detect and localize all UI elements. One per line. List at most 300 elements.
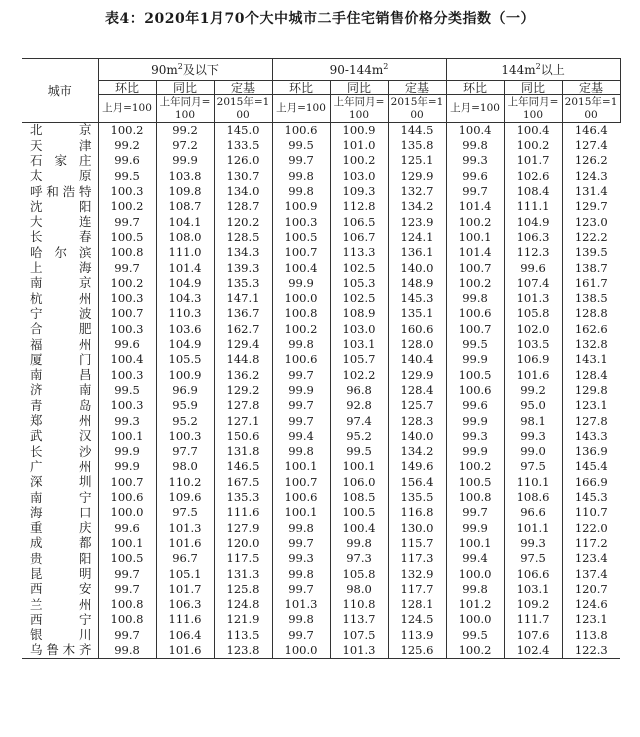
index-value: 106.3 [156, 597, 214, 612]
index-value: 162.7 [214, 322, 272, 337]
index-value: 123.1 [562, 613, 620, 628]
index-value: 98.0 [156, 460, 214, 475]
city-name: 青岛 [30, 398, 92, 413]
table-row [22, 245, 620, 260]
index-value: 137.4 [562, 567, 620, 582]
table-title: 表4：2020年1月70个大中城市二手住宅销售价格分类指数（一） [105, 11, 535, 27]
index-value: 106.6 [504, 567, 562, 582]
city-name: 深圳 [30, 474, 92, 490]
index-value: 100.1 [98, 429, 156, 444]
index-value: 125.7 [388, 398, 446, 413]
index-value: 99.9 [446, 414, 504, 429]
index-value: 106.0 [330, 475, 388, 490]
index-value: 113.8 [562, 628, 620, 643]
index-value: 111.1 [504, 199, 562, 214]
index-value: 100.7 [446, 261, 504, 276]
index-value: 156.4 [388, 475, 446, 490]
base-last-year-month: 上年同月=100 [156, 95, 214, 123]
index-value: 99.9 [446, 521, 504, 536]
index-value: 100.0 [446, 567, 504, 582]
index-value: 129.2 [214, 383, 272, 398]
price-index-table [22, 58, 621, 659]
table-row [22, 597, 620, 612]
city-name: 合肥 [30, 321, 92, 337]
index-value: 96.6 [504, 505, 562, 520]
index-value: 131.4 [562, 184, 620, 199]
index-value: 103.1 [504, 582, 562, 597]
index-value: 99.7 [98, 261, 156, 276]
index-value: 113.9 [388, 628, 446, 643]
city-name: 太原 [30, 168, 92, 184]
index-value: 128.4 [562, 368, 620, 383]
index-value: 110.3 [156, 307, 214, 322]
city-name: 成都 [30, 536, 92, 551]
index-value: 99.5 [446, 628, 504, 643]
index-value: 128.1 [388, 597, 446, 612]
index-value: 162.6 [562, 322, 620, 337]
index-value: 113.5 [214, 628, 272, 643]
index-value: 149.6 [388, 460, 446, 475]
index-value: 146.5 [214, 460, 272, 475]
table-row [22, 582, 620, 597]
table-row [22, 138, 620, 153]
index-value: 99.6 [98, 337, 156, 352]
index-value: 103.5 [504, 337, 562, 352]
index-value: 101.3 [156, 521, 214, 536]
index-value: 145.0 [214, 123, 272, 139]
city-name: 沈阳 [30, 199, 92, 214]
index-value: 110.8 [330, 597, 388, 612]
index-value: 99.8 [272, 521, 330, 536]
index-value: 129.9 [388, 368, 446, 383]
city-name: 南宁 [30, 490, 92, 505]
index-value: 134.2 [388, 444, 446, 459]
index-value: 97.4 [330, 414, 388, 429]
index-value: 102.2 [330, 368, 388, 383]
index-value: 127.4 [562, 138, 620, 153]
index-value: 100.8 [98, 613, 156, 628]
index-value: 105.7 [330, 352, 388, 367]
index-value: 127.9 [214, 521, 272, 536]
index-value: 92.8 [330, 398, 388, 413]
index-value: 97.7 [156, 444, 214, 459]
index-value: 100.0 [272, 291, 330, 306]
index-value: 99.9 [272, 383, 330, 398]
table-row [22, 337, 620, 352]
index-value: 147.1 [214, 291, 272, 306]
index-value: 99.9 [446, 352, 504, 367]
index-value: 99.7 [98, 628, 156, 643]
table-row [22, 169, 620, 184]
city-name: 海口 [30, 505, 92, 520]
index-value: 139.5 [562, 245, 620, 260]
index-value: 110.1 [504, 475, 562, 490]
city-name: 哈尔滨 [30, 245, 92, 260]
index-value: 136.9 [562, 444, 620, 459]
index-value: 116.8 [388, 505, 446, 520]
index-value: 99.2 [504, 383, 562, 398]
city-name: 乌鲁木齐 [22, 643, 98, 659]
table-row [22, 551, 620, 566]
index-value: 111.6 [214, 505, 272, 520]
index-value: 100.1 [98, 536, 156, 551]
index-value: 109.6 [156, 490, 214, 505]
index-value: 106.7 [330, 230, 388, 245]
index-value: 125.6 [388, 643, 446, 659]
table-row [22, 352, 620, 367]
city-name: 贵阳 [30, 551, 92, 566]
index-value: 99.7 [98, 582, 156, 597]
index-value: 99.8 [272, 613, 330, 628]
index-value: 100.7 [272, 475, 330, 490]
base-2015: 2015年=100 [388, 95, 446, 123]
index-value: 99.8 [272, 184, 330, 199]
index-value: 100.3 [98, 291, 156, 306]
index-value: 100.1 [446, 536, 504, 551]
index-value: 101.3 [504, 291, 562, 306]
index-value: 99.8 [272, 444, 330, 459]
table-row [22, 567, 620, 582]
index-value: 100.8 [98, 597, 156, 612]
index-value: 99.8 [330, 536, 388, 551]
index-value: 105.8 [330, 567, 388, 582]
index-value: 100.4 [504, 123, 562, 139]
table-row [22, 230, 620, 245]
index-value: 135.1 [388, 307, 446, 322]
subcol-yoy: 同比 [156, 81, 214, 95]
index-value: 99.8 [446, 291, 504, 306]
index-value: 130.7 [214, 169, 272, 184]
index-value: 124.6 [562, 597, 620, 612]
subcol-fixed-base: 定基 [562, 81, 620, 95]
index-value: 100.6 [272, 123, 330, 139]
group-header-90-144: $90-144m^2$ [272, 59, 446, 81]
index-value: 127.1 [214, 414, 272, 429]
city-name: 郑州 [30, 413, 92, 429]
index-value: 120.0 [214, 536, 272, 551]
index-value: 105.8 [504, 307, 562, 322]
table-row [22, 444, 620, 459]
index-value: 97.5 [504, 460, 562, 475]
city-name: 上海 [30, 260, 92, 276]
subcol-fixed-base: 定基 [388, 81, 446, 95]
index-value: 100.3 [98, 184, 156, 199]
index-value: 105.5 [156, 352, 214, 367]
subcol-mom: 环比 [446, 81, 504, 95]
table-row [22, 261, 620, 276]
index-value: 108.4 [504, 184, 562, 199]
index-value: 112.3 [504, 245, 562, 260]
index-value: 99.3 [446, 154, 504, 169]
city-name: 西宁 [30, 612, 92, 627]
index-value: 99.5 [446, 337, 504, 352]
index-value: 124.1 [388, 230, 446, 245]
index-value: 128.0 [388, 337, 446, 352]
table-row [22, 490, 620, 505]
table-row [22, 276, 620, 291]
table-row [22, 307, 620, 322]
index-value: 103.6 [156, 322, 214, 337]
city-name: 南昌 [30, 367, 92, 383]
group-header-under-90: $90m^2$及以下 [98, 59, 272, 81]
index-value: 140.0 [388, 261, 446, 276]
index-value: 100.5 [446, 475, 504, 490]
index-value: 117.3 [388, 551, 446, 566]
city-name: 银川 [30, 627, 92, 643]
index-value: 100.2 [98, 123, 156, 139]
index-value: 128.3 [388, 414, 446, 429]
index-value: 100.9 [272, 199, 330, 214]
index-value: 110.7 [562, 505, 620, 520]
table-row [22, 521, 620, 536]
index-value: 100.3 [98, 368, 156, 383]
index-value: 97.3 [330, 551, 388, 566]
index-value: 107.4 [504, 276, 562, 291]
table-row [22, 123, 620, 139]
index-value: 100.3 [272, 215, 330, 230]
index-value: 101.4 [446, 245, 504, 260]
index-value: 99.7 [272, 536, 330, 551]
index-value: 124.3 [562, 169, 620, 184]
index-value: 100.2 [272, 322, 330, 337]
index-value: 100.8 [446, 490, 504, 505]
index-value: 125.8 [214, 582, 272, 597]
index-value: 104.3 [156, 291, 214, 306]
index-value: 100.9 [330, 123, 388, 139]
city-name: 西安 [30, 581, 92, 597]
index-value: 123.0 [562, 215, 620, 230]
group-header-over-144: $144m^2$以上 [446, 59, 620, 81]
index-value: 124.8 [214, 597, 272, 612]
city-name: 福州 [30, 337, 92, 352]
index-value: 100.2 [330, 154, 388, 169]
table-row [22, 429, 620, 444]
index-value: 104.1 [156, 215, 214, 230]
index-value: 100.6 [98, 490, 156, 505]
index-value: 104.9 [504, 215, 562, 230]
index-value: 100.2 [504, 138, 562, 153]
index-value: 101.7 [156, 582, 214, 597]
index-value: 150.6 [214, 429, 272, 444]
index-value: 96.9 [156, 383, 214, 398]
index-value: 140.4 [388, 352, 446, 367]
index-value: 99.9 [446, 444, 504, 459]
index-value: 100.5 [98, 551, 156, 566]
index-value: 99.6 [98, 154, 156, 169]
index-value: 108.0 [156, 230, 214, 245]
index-value: 132.9 [388, 567, 446, 582]
index-value: 99.5 [98, 383, 156, 398]
base-last-year-month: 上年同月=100 [504, 95, 562, 123]
city-name: 厦门 [30, 352, 92, 367]
index-value: 111.7 [504, 613, 562, 628]
index-value: 135.3 [214, 490, 272, 505]
index-value: 102.0 [504, 322, 562, 337]
index-value: 123.8 [214, 643, 272, 659]
index-value: 123.9 [388, 215, 446, 230]
index-value: 129.9 [388, 169, 446, 184]
index-value: 99.8 [98, 643, 156, 659]
index-value: 100.2 [446, 276, 504, 291]
city-name: 广州 [30, 459, 92, 474]
index-value: 146.4 [562, 123, 620, 139]
subcol-yoy: 同比 [504, 81, 562, 95]
index-value: 100.2 [446, 643, 504, 659]
index-value: 100.4 [272, 261, 330, 276]
index-value: 100.2 [446, 460, 504, 475]
city-column-header: 城市 [22, 59, 98, 123]
index-value: 161.7 [562, 276, 620, 291]
index-value: 103.0 [330, 322, 388, 337]
index-value: 166.9 [562, 475, 620, 490]
subcolumn-header-row [22, 81, 620, 95]
index-value: 104.9 [156, 337, 214, 352]
index-value: 100.1 [446, 230, 504, 245]
index-value: 99.3 [446, 429, 504, 444]
table-row [22, 383, 620, 398]
index-value: 103.0 [330, 169, 388, 184]
index-value: 99.7 [272, 398, 330, 413]
index-value: 95.2 [330, 429, 388, 444]
index-value: 100.0 [446, 613, 504, 628]
index-value: 100.6 [272, 352, 330, 367]
index-value: 99.7 [272, 628, 330, 643]
index-value: 97.2 [156, 138, 214, 153]
index-value: 95.2 [156, 414, 214, 429]
index-value: 98.0 [330, 582, 388, 597]
city-name: 北京 [30, 122, 92, 138]
index-value: 99.3 [272, 551, 330, 566]
index-value: 102.5 [330, 291, 388, 306]
index-value: 100.2 [98, 276, 156, 291]
index-value: 144.5 [388, 123, 446, 139]
index-value: 124.5 [388, 613, 446, 628]
city-name: 南京 [30, 275, 92, 291]
index-value: 101.0 [330, 138, 388, 153]
index-value: 134.2 [388, 199, 446, 214]
city-name: 呼和浩特 [30, 184, 92, 199]
index-value: 109.2 [504, 597, 562, 612]
index-value: 101.1 [504, 521, 562, 536]
index-value: 99.6 [446, 169, 504, 184]
city-name: 长沙 [30, 444, 92, 459]
index-value: 96.7 [156, 551, 214, 566]
index-value: 99.4 [272, 429, 330, 444]
index-value: 145.4 [562, 460, 620, 475]
city-name: 石家庄 [30, 153, 92, 168]
index-value: 100.2 [98, 199, 156, 214]
index-value: 101.3 [330, 643, 388, 659]
index-value: 135.5 [388, 490, 446, 505]
index-value: 139.3 [214, 261, 272, 276]
index-value: 99.3 [504, 536, 562, 551]
index-value: 99.9 [98, 444, 156, 459]
index-value: 101.4 [446, 199, 504, 214]
table-row [22, 322, 620, 337]
table-row [22, 475, 620, 490]
index-value: 100.5 [272, 230, 330, 245]
index-value: 120.7 [562, 582, 620, 597]
index-value: 99.7 [272, 582, 330, 597]
index-value: 132.8 [562, 337, 620, 352]
index-value: 115.7 [388, 536, 446, 551]
index-value: 100.2 [446, 215, 504, 230]
base-2015: 2015年=100 [562, 95, 620, 123]
index-value: 136.1 [388, 245, 446, 260]
index-value: 99.6 [504, 261, 562, 276]
index-value: 110.2 [156, 475, 214, 490]
index-value: 109.3 [330, 184, 388, 199]
index-value: 122.0 [562, 521, 620, 536]
index-value: 108.5 [330, 490, 388, 505]
index-value: 100.8 [272, 307, 330, 322]
index-value: 101.4 [156, 261, 214, 276]
city-name: 宁波 [30, 306, 92, 321]
index-value: 102.5 [330, 261, 388, 276]
table-header [22, 59, 620, 123]
index-value: 109.8 [156, 184, 214, 199]
index-value: 99.7 [272, 414, 330, 429]
index-value: 99.7 [272, 154, 330, 169]
index-value: 133.5 [214, 138, 272, 153]
table-row [22, 505, 620, 520]
index-value: 95.0 [504, 398, 562, 413]
index-value: 99.7 [446, 184, 504, 199]
index-value: 100.7 [98, 307, 156, 322]
index-value: 99.2 [156, 123, 214, 139]
base-last-month: 上月=100 [98, 95, 156, 123]
index-value: 99.8 [272, 567, 330, 582]
table-row [22, 628, 620, 643]
index-value: 101.3 [272, 597, 330, 612]
base-last-year-month: 上年同月=100 [330, 95, 388, 123]
index-value: 120.2 [214, 215, 272, 230]
index-value: 100.0 [272, 643, 330, 659]
city-name: 长春 [30, 230, 92, 245]
table-row [22, 368, 620, 383]
index-value: 100.5 [98, 230, 156, 245]
index-value: 101.6 [156, 536, 214, 551]
index-value: 101.6 [156, 643, 214, 659]
base-last-month: 上月=100 [446, 95, 504, 123]
index-value: 99.4 [446, 551, 504, 566]
index-value: 117.5 [214, 551, 272, 566]
index-value: 106.5 [330, 215, 388, 230]
index-value: 128.5 [214, 230, 272, 245]
index-value: 99.8 [446, 582, 504, 597]
index-value: 135.3 [214, 276, 272, 291]
index-value: 136.7 [214, 307, 272, 322]
index-value: 143.1 [562, 352, 620, 367]
index-value: 99.2 [98, 138, 156, 153]
index-value: 111.6 [156, 613, 214, 628]
index-value: 106.4 [156, 628, 214, 643]
index-value: 131.3 [214, 567, 272, 582]
index-value: 99.8 [446, 138, 504, 153]
table-row [22, 199, 620, 214]
index-value: 104.9 [156, 276, 214, 291]
base-header-row [22, 95, 620, 123]
index-value: 144.8 [214, 352, 272, 367]
index-value: 98.1 [504, 414, 562, 429]
index-value: 140.0 [388, 429, 446, 444]
index-value: 100.6 [446, 383, 504, 398]
index-value: 160.6 [388, 322, 446, 337]
index-value: 100.7 [272, 245, 330, 260]
index-value: 127.8 [214, 398, 272, 413]
index-value: 134.0 [214, 184, 272, 199]
index-value: 99.7 [272, 368, 330, 383]
